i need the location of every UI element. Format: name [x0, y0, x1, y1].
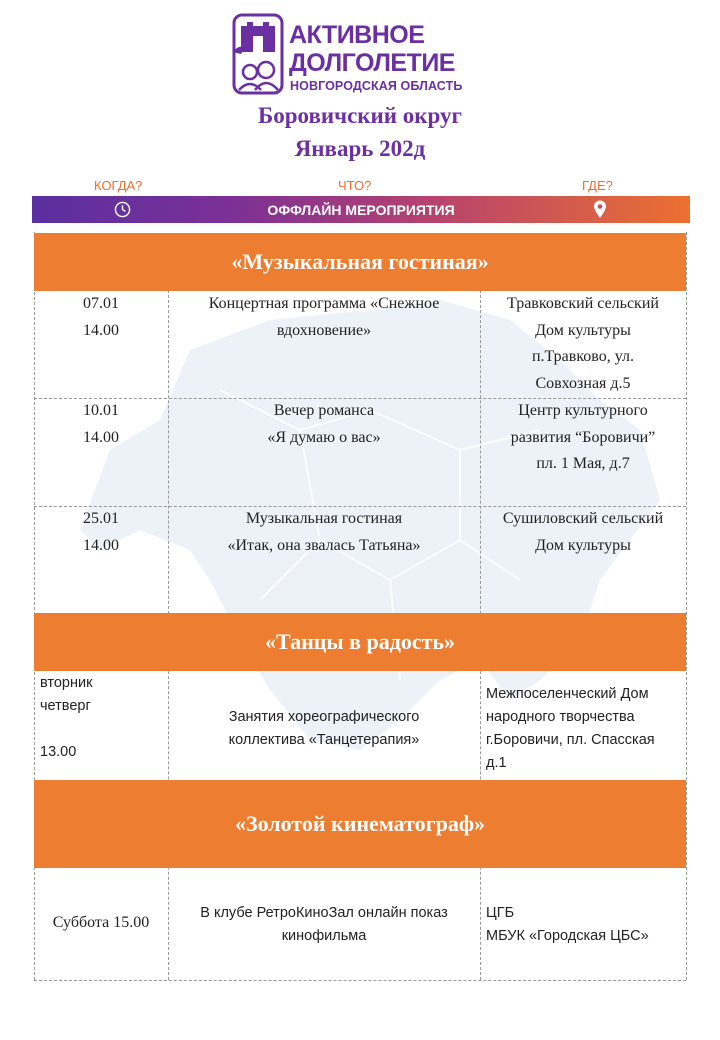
grid-line	[34, 980, 686, 981]
event-what: В клубе РетроКиноЗал онлайн показ кинофильма	[200, 905, 448, 944]
event-what: Вечер романса «Я думаю о вас»	[267, 402, 381, 446]
active-longevity-logo	[231, 12, 501, 98]
event-what: Занятия хореографического коллектива «Танцетерапия»	[228, 709, 420, 748]
section-band-music	[34, 233, 686, 291]
event-where: Центр культурного развития “Боровичи” пл. 1 Мая, д.7	[510, 402, 656, 472]
offline-events-bar	[32, 196, 690, 223]
event-where: Сушиловский сельский Дом культуры	[502, 510, 664, 554]
section-title: «Танцы в радость»	[264, 629, 456, 654]
location-pin-icon	[593, 200, 607, 219]
page-title-district: Боровичский округ	[258, 103, 462, 128]
event-when: 25.01 14.00	[83, 510, 119, 554]
logo-title-line1: АКТИВНОЕ	[289, 21, 425, 49]
section-band-dance	[34, 613, 686, 671]
event-what: Концертная программа «Снежное вдохновение»	[208, 295, 440, 339]
grid-line	[686, 232, 687, 980]
event-where: ЦГБ МБУК «Городская ЦБС»	[486, 905, 649, 944]
section-title: «Музыкальная гостиная»	[231, 249, 489, 274]
offline-events-label: ОФФЛАЙН МЕРОПРИЯТИЯ	[267, 202, 455, 218]
logo-subtitle: НОВГОРОДСКАЯ ОБЛАСТЬ	[290, 79, 463, 93]
page-title-month: Январь 202д	[294, 136, 426, 161]
logo-emblem-icon	[231, 12, 285, 96]
event-what: Музыкальная гостиная «Итак, она звалась Татьяна»	[227, 510, 421, 554]
event-when: 10.01 14.00	[83, 402, 119, 446]
column-header-where: ГДЕ?	[582, 178, 613, 193]
section-title: «Золотой кинематограф»	[234, 811, 486, 836]
event-when: Суббота 15.00	[52, 914, 150, 931]
event-when: вторник четверг 13.00	[40, 675, 93, 760]
event-where: Травковский сельский Дом культуры п.Травково, ул. Совхозная д.5	[507, 295, 659, 392]
column-header-when: КОГДА?	[94, 178, 143, 193]
event-when: 07.01 14.00	[83, 295, 119, 339]
event-where: Межпоселенческий Дом народного творчества г.Боровичи, пл. Спасская д.1	[486, 686, 655, 771]
section-band-cinema	[34, 780, 686, 868]
column-header-what: ЧТО?	[338, 178, 372, 193]
logo-title-line2: ДОЛГОЛЕТИЕ	[289, 49, 455, 77]
